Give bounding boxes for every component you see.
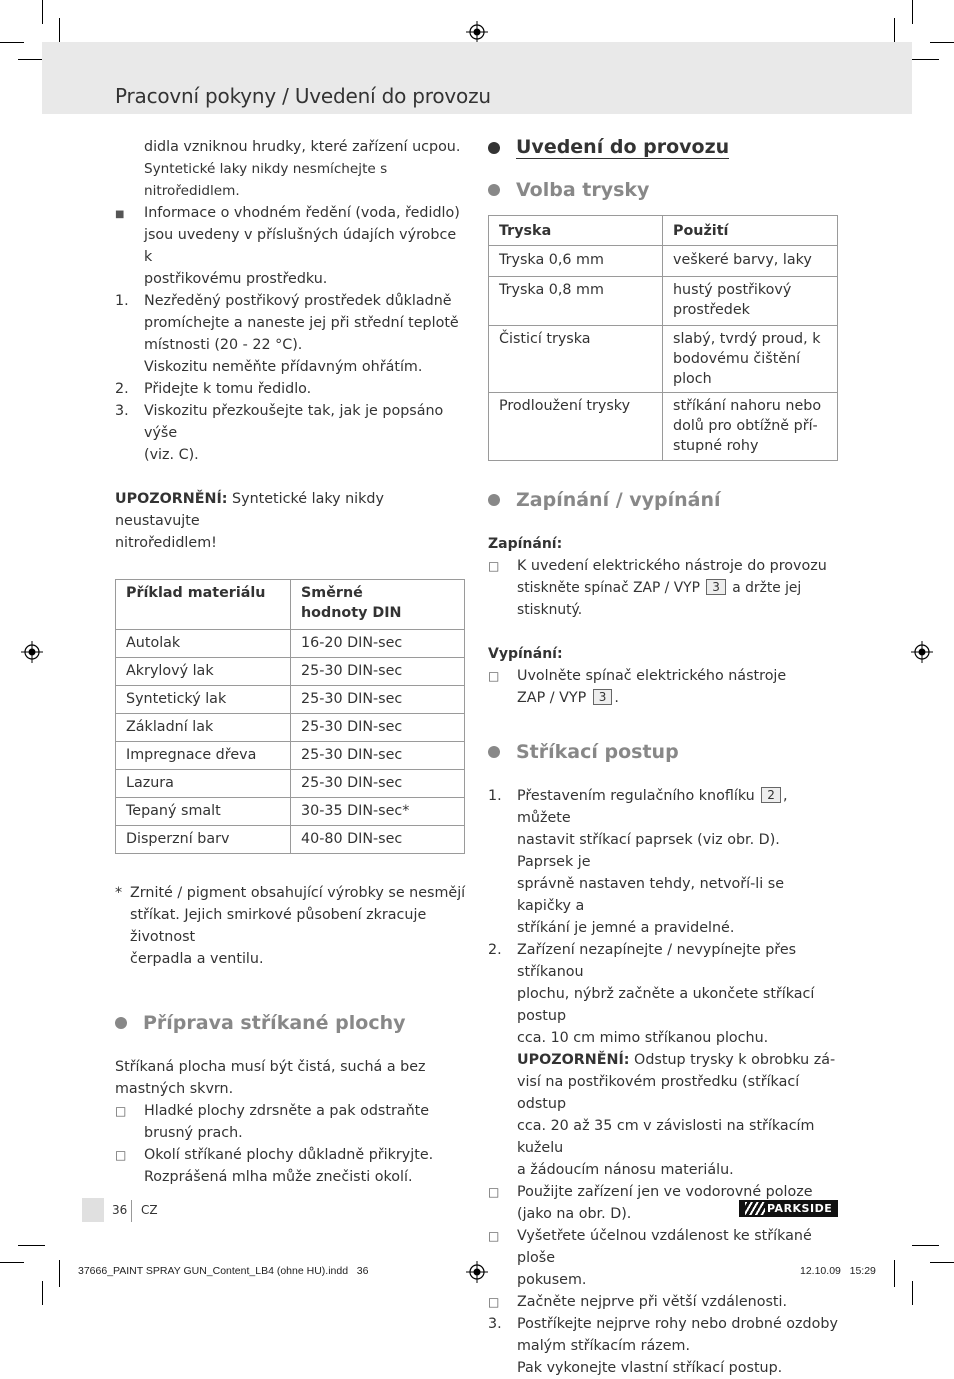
text-line: Rozprášená mlha může znečisti okolí. [144, 1169, 413, 1185]
text-line: postřikovému prostředku. [144, 271, 328, 287]
text-line: Přidejte k tomu ředidlo. [144, 381, 312, 397]
part-number-box: 3 [706, 579, 726, 595]
checkbox-bullet-icon [115, 1100, 144, 1144]
table-cell: Impregnace dřeva [116, 742, 291, 770]
text-line: Syntetické laky nikdy neustavujte [115, 491, 384, 529]
table-cell: 25-30 DIN-sec [291, 686, 465, 714]
step-number: 3. [115, 403, 129, 419]
section-heading-main [488, 136, 840, 159]
table-row [116, 770, 465, 798]
checkbox-bullet-icon [488, 1181, 517, 1225]
crop-mark [18, 1245, 45, 1246]
bullet-dot-icon [488, 494, 500, 506]
text-line: správně nastaven tehdy, netvoří-li se kapičky a [517, 876, 785, 914]
print-slug-file: 37666_PAINT SPRAY GUN_Content_LB4 (ohne HU).indd 36 [78, 1265, 369, 1277]
text-line: dolů pro obtížně pří- [673, 418, 818, 434]
table-row [489, 393, 838, 461]
crop-mark [894, 1260, 895, 1287]
table-cell: Akrylový lak [116, 658, 291, 686]
table-cell: 25-30 DIN-sec [291, 658, 465, 686]
crop-mark [0, 42, 24, 43]
text-line: stupné rohy [673, 438, 759, 454]
text-line: Začněte nejprve při větší vzdálenosti. [517, 1294, 788, 1310]
heading-text: Volba trysky [516, 179, 650, 201]
heading-text: Příprava stříkané plochy [143, 1012, 406, 1034]
table-row [489, 277, 838, 326]
checkbox-bullet-icon [488, 1225, 517, 1291]
text-line: čerpadla a ventilu. [130, 951, 264, 967]
table-cell: 40-80 DIN-sec [291, 826, 465, 854]
table-cell [663, 246, 838, 277]
table-cell: Prodloužení trysky [489, 393, 663, 461]
footnote-mark: * [115, 885, 123, 901]
crop-mark [930, 42, 954, 43]
registration-mark-icon [466, 21, 488, 43]
text-line: ZAP / VYP [517, 690, 591, 706]
table-row [489, 326, 838, 393]
table-cell: 16-20 DIN-sec [291, 630, 465, 658]
crop-mark [42, 0, 43, 24]
table-header-cell: Použití [663, 216, 838, 246]
table-row [116, 826, 465, 854]
step-item [488, 939, 840, 1181]
table-cell: Tryska 0,6 mm [489, 246, 663, 277]
table-cell: Lazura [116, 770, 291, 798]
text-line: Viskozitu neměňte přídavným ohřátím. [144, 359, 423, 375]
text-line: Směrné [301, 585, 363, 601]
table-row [116, 630, 465, 658]
table-cell: 25-30 DIN-sec [291, 742, 465, 770]
text-line: stříkat. Jejich smirkové působení zkracuje životnost [130, 907, 427, 945]
crop-mark [18, 59, 45, 60]
bullet-dot-icon [488, 746, 500, 758]
step-number: 2. [115, 381, 129, 397]
text-line: Uvolněte spínač elektrického nástroje [517, 668, 787, 684]
text-line: . [614, 690, 619, 706]
heading-text: Stříkací postup [516, 741, 679, 763]
step-item [488, 785, 840, 939]
table-cell [663, 277, 838, 326]
print-slug-date: 12.10.09 15:29 [800, 1265, 876, 1277]
subheading-off: Vypínání: [488, 646, 563, 662]
table-row [489, 246, 838, 277]
crop-mark [0, 1262, 24, 1263]
step-item [115, 290, 467, 378]
table-header-row [489, 216, 838, 246]
text-line: stříkání je jemné a pravidelné. [517, 920, 735, 936]
text-line: veškeré barvy, laky [673, 252, 812, 268]
text-line: K uvedení elektrického nástroje do provozu [517, 558, 827, 574]
crop-mark [59, 1260, 60, 1287]
text-line: hustý postřikový [673, 282, 792, 298]
table-cell [663, 393, 838, 461]
heading-text: Uvedení do provozu [516, 136, 730, 158]
text-line: brusný prach. [144, 1125, 243, 1141]
table-row [116, 714, 465, 742]
step-number: 1. [488, 788, 502, 804]
crop-mark [42, 1281, 43, 1305]
text-line: Použijte zařízení jen ve vodorovné poloze [517, 1184, 813, 1200]
checkbox-bullet-icon [488, 555, 517, 621]
table-cell: Základní lak [116, 714, 291, 742]
checkbox-bullet-icon [488, 1291, 517, 1313]
text-line: hodnoty DIN [301, 605, 402, 621]
table-cell: Tepaný smalt [116, 798, 291, 826]
text-line: Postříkejte nejprve rohy nebo drobné ozdoby [517, 1316, 838, 1332]
table-header-cell [291, 580, 465, 630]
step-item [115, 400, 467, 466]
viscosity-table [115, 579, 465, 854]
text-line: místnosti (20 - 22 °C). [144, 337, 303, 353]
text-line: prostředek [673, 302, 750, 318]
registration-mark-icon [21, 641, 43, 663]
list-item [115, 202, 467, 290]
list-item [115, 1144, 467, 1188]
checkbox-bullet-icon [115, 1144, 144, 1188]
table-cell: 25-30 DIN-sec [291, 714, 465, 742]
warning-label: UPOZORNĚNÍ: [517, 1052, 630, 1068]
nozzle-table [488, 215, 838, 461]
crop-mark [912, 0, 913, 24]
text-line: Syntetické laky nikdy nesmíchejte s nitroředidlem. [144, 161, 388, 199]
part-number-box: 2 [761, 787, 781, 803]
list-item [488, 1225, 840, 1291]
crop-mark [912, 59, 939, 60]
page-number: 36 [112, 1203, 128, 1217]
bullet-dot-icon [488, 142, 500, 154]
crop-mark [912, 1281, 913, 1305]
text-line: didla vzniknou hrudky, které zařízení ucpou. [144, 139, 461, 155]
table-cell: 25-30 DIN-sec [291, 770, 465, 798]
left-column [115, 136, 467, 1188]
text-line: bodovému čištění ploch [673, 351, 801, 387]
intro-text [115, 136, 467, 202]
brand-logo [739, 1200, 838, 1217]
text-line: nastavit stříkací paprsek (viz obr. D). Paprsek je [517, 832, 780, 870]
table-row [116, 798, 465, 826]
footnote [115, 882, 467, 970]
text-line: (viz. C). [144, 447, 199, 463]
step-number: 1. [115, 293, 129, 309]
text-line: pokusem. [517, 1272, 587, 1288]
square-bullet-icon [115, 202, 144, 290]
text-line: malým stříkacím rázem. [517, 1338, 691, 1354]
heading-text: Zapínání / vypínání [516, 489, 721, 511]
text-line: Zařízení nezapínejte / nevypínejte přes stříkanou [517, 942, 797, 980]
step-number: 2. [488, 942, 502, 958]
text-line: Odstup trysky k obrobku zá- [629, 1052, 836, 1068]
text-line: nitroředidlem! [115, 535, 217, 551]
table-row [116, 658, 465, 686]
bullet-dot-icon [488, 184, 500, 196]
text-line: visí na postřikovém prostředku (stříkací odstup [517, 1074, 800, 1112]
table-cell: 30-35 DIN-sec* [291, 798, 465, 826]
subheading-on: Zapínání: [488, 536, 563, 552]
list-item [488, 1291, 840, 1313]
footer-divider [131, 1200, 132, 1222]
text-line: stříkání nahoru nebo [673, 398, 822, 414]
warning-label: UPOZORNĚNÍ: [115, 491, 228, 507]
registration-mark-icon [911, 641, 933, 663]
crop-mark [930, 1262, 954, 1263]
step-item [115, 378, 467, 400]
text-line: stiskněte spínač ZAP / VYP [517, 580, 705, 596]
page-number-tab [82, 1198, 104, 1222]
section-heading-spray [488, 741, 840, 763]
checkbox-bullet-icon [488, 665, 517, 709]
text-line: Okolí stříkané plochy důkladně přikryjte. [144, 1147, 434, 1163]
list-item [115, 1100, 467, 1144]
table-cell [663, 326, 838, 393]
text-line: slabý, tvrdý proud, k [673, 331, 821, 347]
table-row [116, 742, 465, 770]
text-line: Informace o vhodném ředění (voda, ředidlo) [144, 205, 460, 221]
crop-mark [59, 18, 60, 45]
text-line: Hladké plochy zdrsněte a pak odstraňte [144, 1103, 430, 1119]
table-cell: Čisticí tryska [489, 326, 663, 393]
table-row [116, 686, 465, 714]
text-line: Zrnité / pigment obsahující výrobky se nesmějí [130, 885, 466, 901]
table-cell: Tryska 0,8 mm [489, 277, 663, 326]
text-line: cca. 10 cm mimo stříkanou plochu. [517, 1030, 769, 1046]
table-header-cell: Tryska [489, 216, 663, 246]
text-line: cca. 20 až 35 cm v závislosti na stříkacím kuželu [517, 1118, 815, 1156]
table-cell: Disperzní barv [116, 826, 291, 854]
list-item [488, 555, 840, 621]
table-cell: Syntetický lak [116, 686, 291, 714]
step-item [488, 1313, 840, 1379]
section-heading-nozzle [488, 179, 840, 201]
crop-mark [912, 1245, 939, 1246]
registration-mark-icon [466, 1261, 488, 1283]
part-number-box: 3 [593, 689, 613, 705]
step-number: 3. [488, 1316, 502, 1332]
logo-stripes-icon [745, 1202, 765, 1215]
text-line: Pak vykonejte vlastní stříkací postup. [517, 1360, 783, 1376]
text-line: Přestavením regulačního knoflíku [517, 788, 760, 804]
list-item [488, 665, 840, 709]
warning-note [115, 488, 467, 554]
section-heading-prep [115, 1012, 467, 1034]
language-code: CZ [141, 1203, 158, 1217]
table-cell: Autolak [116, 630, 291, 658]
text-line: promíchejte a naneste jej při střední teplotě [144, 315, 459, 331]
right-column [488, 136, 840, 1379]
text-line: Stříkaná plocha musí být čistá, suchá a bez [115, 1059, 426, 1075]
crop-mark [894, 18, 895, 45]
text-line: mastných skvrn. [115, 1081, 234, 1097]
text-line: a držte jej stisknutý. [517, 580, 802, 618]
table-header-row [116, 580, 465, 630]
section-heading-onoff [488, 489, 840, 511]
text-line: Vyšetřete účelnou vzdálenost ke stříkané ploše [517, 1228, 812, 1266]
text-line: Nezředěný postřikový prostředek důkladně [144, 293, 452, 309]
table-header-cell: Příklad materiálu [116, 580, 291, 630]
text-line: plochu, nýbrž začněte a ukončete stříkací postup [517, 986, 815, 1024]
text-line: , můžete [517, 788, 788, 826]
text-line: a žádoucím nánosu materiálu. [517, 1162, 734, 1178]
text-line: Viskozitu přezkoušejte tak, jak je popsáno výše [144, 403, 444, 441]
brand-name: PARKSIDE [767, 1202, 833, 1215]
bullet-dot-icon [115, 1017, 127, 1029]
text-line: jsou uvedeny v příslušných údajích výrobce k [144, 227, 457, 265]
text-line: (jako na obr. D). [517, 1206, 632, 1222]
page-title: Pracovní pokyny / Uvedení do provozu [115, 84, 491, 108]
